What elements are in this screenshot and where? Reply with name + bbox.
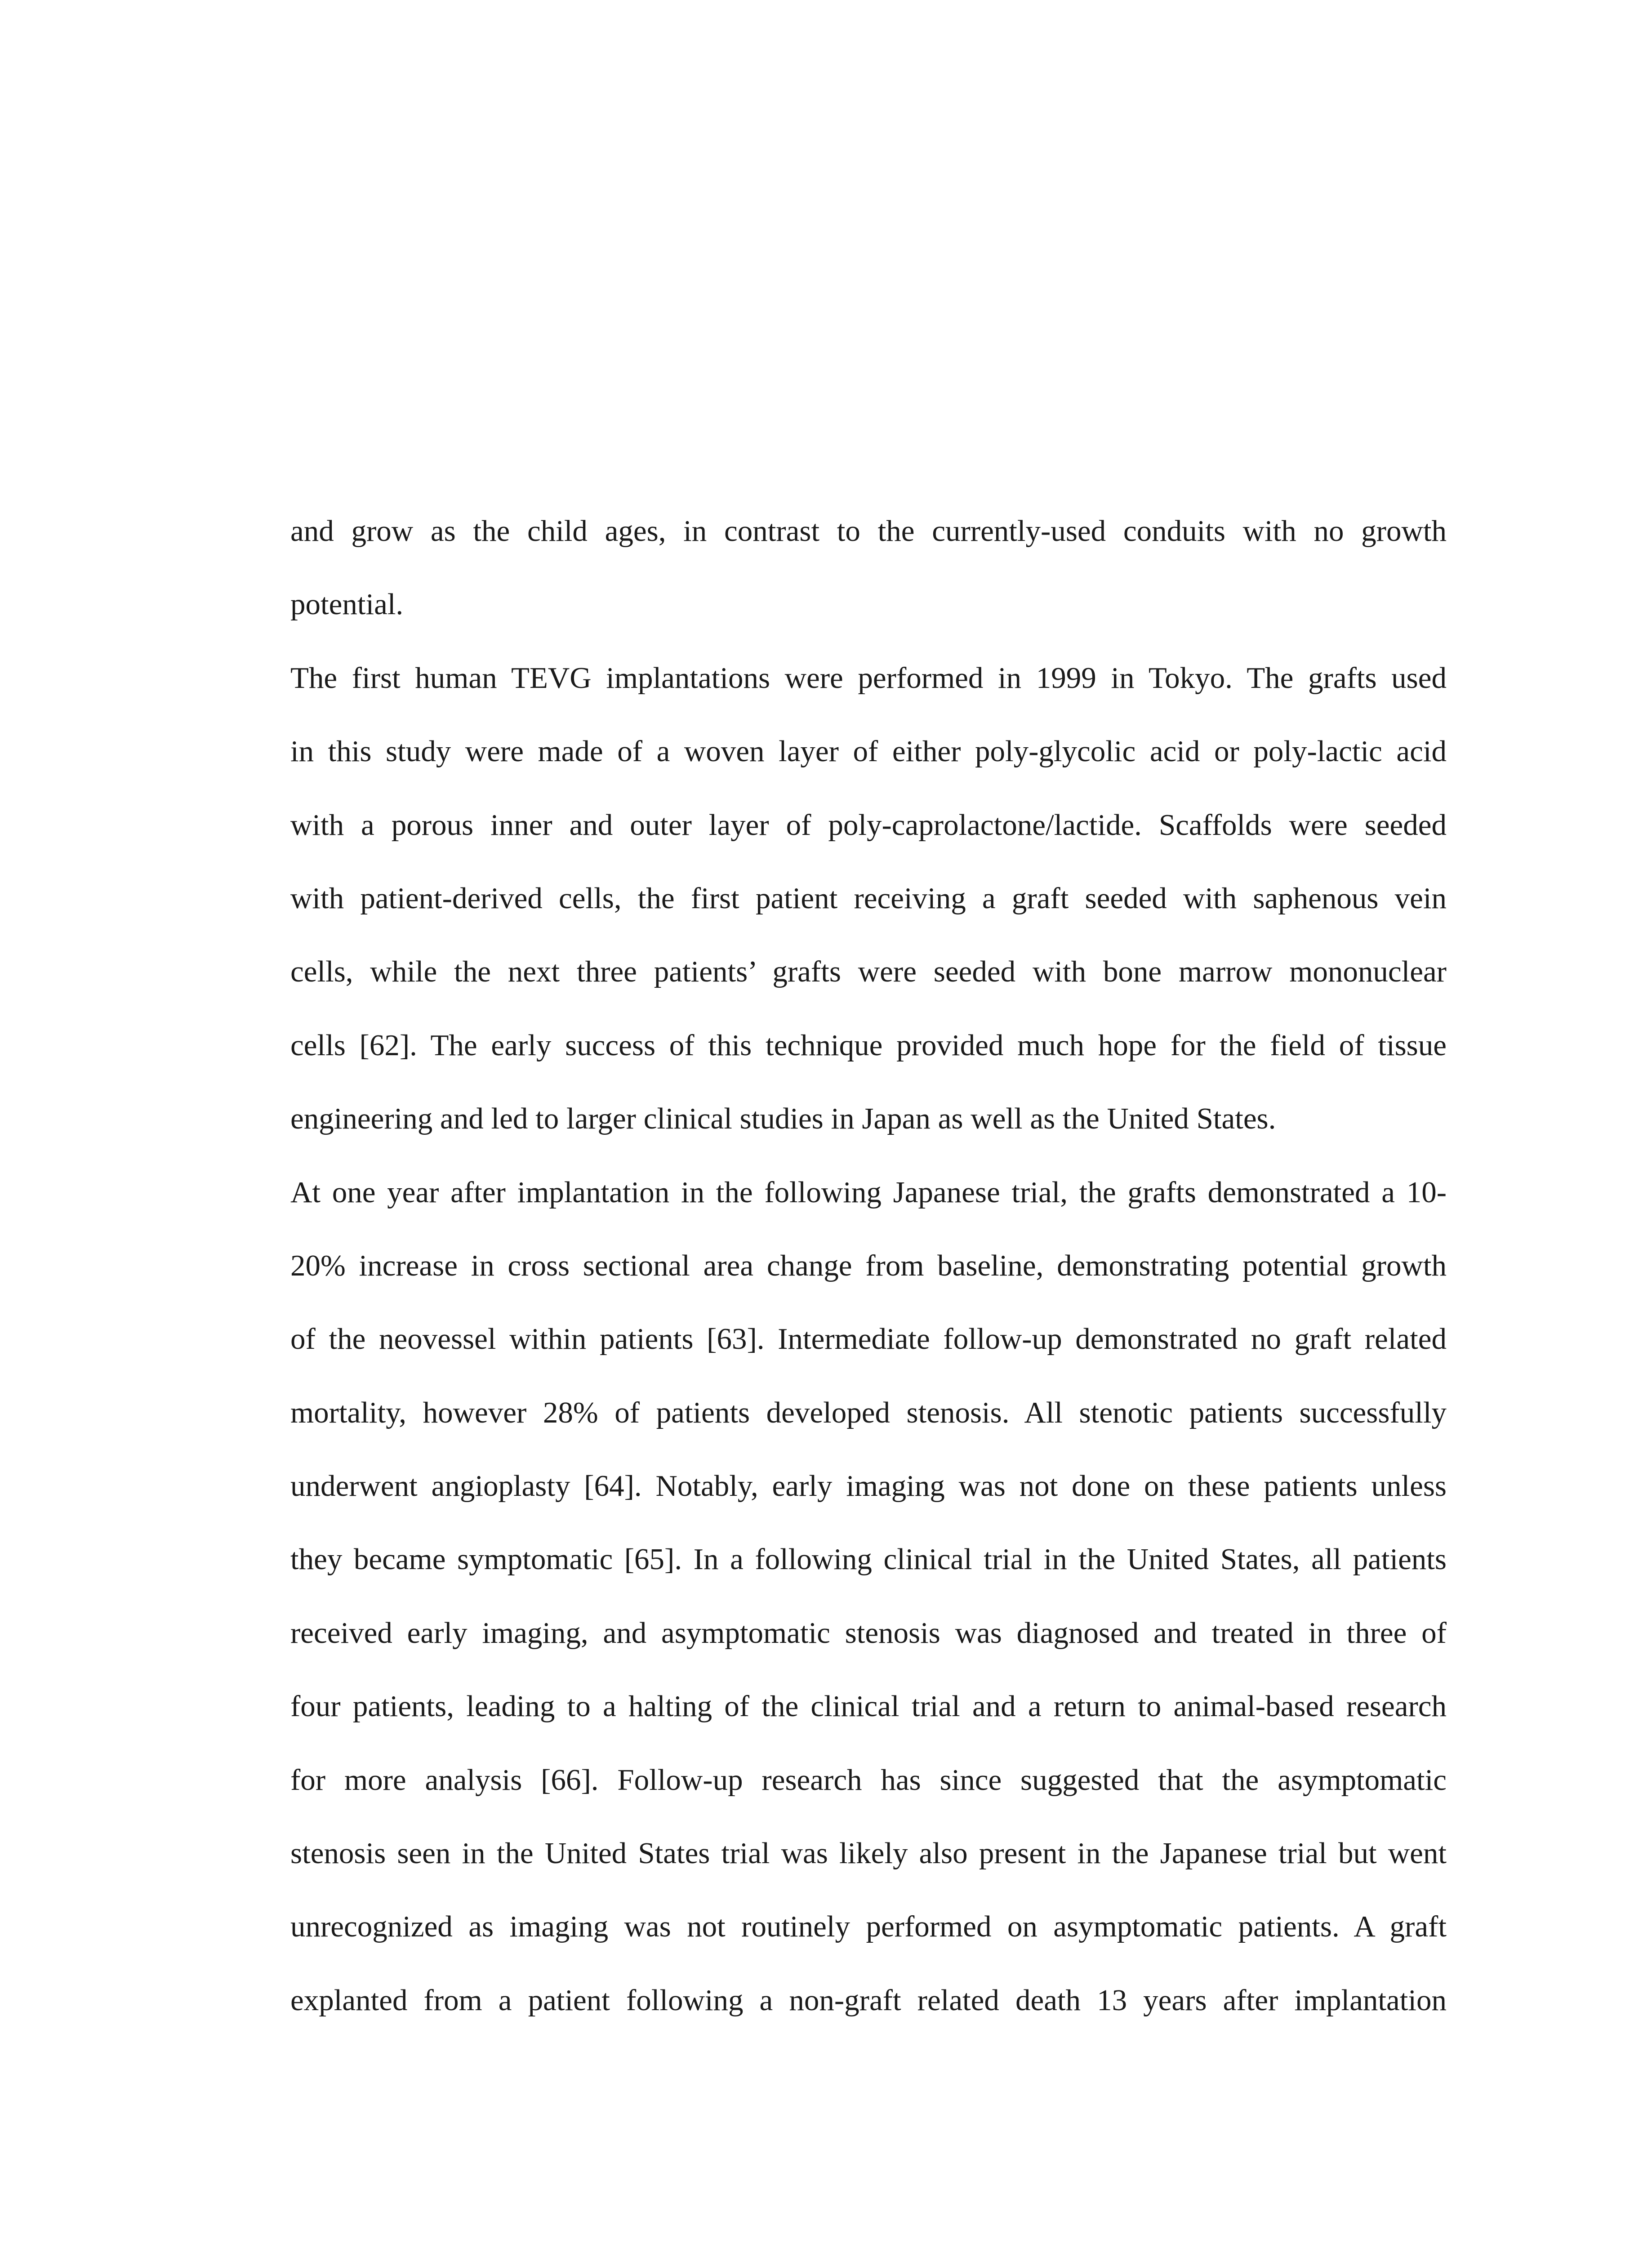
text-line: cells [62]. The early success of this technique provided much hope for the field of tissue <box>290 1028 1447 1062</box>
text-line: 20% increase in cross sectional area change from baseline, demonstrating potential growth <box>290 1249 1447 1282</box>
text-line: explanted from a patient following a non-graft related death 13 years after implantation <box>290 1983 1447 2017</box>
text-line: At one year after implantation in the following Japanese trial, the grafts demonstrated a 10- <box>290 1175 1447 1209</box>
text-line: unrecognized as imaging was not routinely performed on asymptomatic patients. A graft <box>290 1910 1447 1944</box>
body-text <box>290 501 1447 2043</box>
text-line: cells, while the next three patients’ grafts were seeded with bone marrow mononuclear <box>290 955 1447 989</box>
text-line: received early imaging, and asymptomatic stenosis was diagnosed and treated in three of <box>290 1616 1447 1650</box>
text-line: with patient-derived cells, the first patient receiving a graft seeded with saphenous vein <box>290 881 1447 915</box>
text-line: for more analysis [66]. Follow-up research has since suggested that the asymptomatic <box>290 1763 1447 1797</box>
text-line: and grow as the child ages, in contrast to the currently-used conduits with no growth <box>290 514 1447 548</box>
text-line: underwent angioplasty [64]. Notably, early imaging was not done on these patients unless <box>290 1469 1447 1503</box>
text-line: they became symptomatic [65]. In a following clinical trial in the United States, all patients <box>290 1543 1447 1576</box>
text-line: mortality, however 28% of patients developed stenosis. All stenotic patients successfully <box>290 1396 1447 1429</box>
text-line: four patients, leading to a halting of the clinical trial and a return to animal-based research <box>290 1690 1447 1723</box>
text-line: with a porous inner and outer layer of poly-caprolactone/lactide. Scaffolds were seeded <box>290 808 1447 842</box>
text-line: potential. <box>290 588 404 621</box>
text-line: stenosis seen in the United States trial was likely also present in the Japanese trial but went <box>290 1837 1447 1870</box>
text-line: in this study were made of a woven layer of either poly-glycolic acid or poly-lactic acid <box>290 735 1447 768</box>
text-line: The first human TEVG implantations were performed in 1999 in Tokyo. The grafts used <box>290 661 1447 695</box>
text-line: engineering and led to larger clinical studies in Japan as well as the United States. <box>290 1102 1276 1136</box>
text-line: of the neovessel within patients [63]. Intermediate follow-up demonstrated no graft related <box>290 1322 1447 1356</box>
